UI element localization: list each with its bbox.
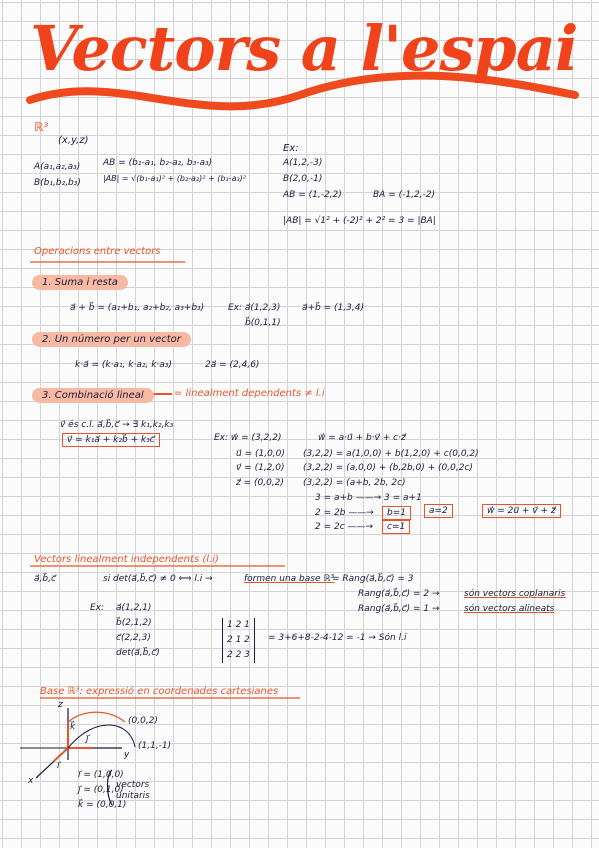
suma-example-b: b⃗(0,1,1): [245, 318, 281, 328]
vector-ab-formula: AB = (b₁-a₁, b₂-a₂, b₃-a₃): [103, 158, 213, 168]
j-vector-label: j⃗: [86, 734, 89, 744]
scalar-example: 2a⃗ = (2,4,6): [205, 360, 260, 370]
li-det-calculation: = 3+6+8-2-4-12 = -1 → Són l.i: [268, 633, 407, 643]
system-eq-2: 2 = 2b ——→: [315, 508, 374, 518]
li-matrix-row-3: 2 2 3: [227, 650, 250, 660]
li-matrix-row-2: 2 1 2: [227, 635, 250, 645]
li-example-det: det(a⃗,b⃗,c⃗): [116, 648, 160, 658]
li-matrix: [222, 618, 255, 663]
scalar-formula: k·a⃗ = (k·a₁, k·a₂, k·a₃): [75, 360, 172, 370]
cl-example-z: z⃗ = (0,0,2): [236, 478, 284, 488]
cl-example-u: u⃗ = (1,0,0): [236, 449, 285, 459]
cl-formula-box: v⃗ = k₁a⃗ + k₂b⃗ + k₃c⃗: [62, 433, 160, 447]
i-vector: [54, 748, 68, 761]
result-a: a=2: [424, 504, 453, 518]
point-label-1: (0,0,2): [128, 716, 158, 726]
li-rang1: Rang(a⃗,b⃗,c⃗) = 1 →: [358, 604, 440, 614]
point-label-2: (1,1,-1): [138, 741, 172, 751]
example-point-a: A(1,2,-3): [283, 158, 323, 168]
section-combinacio-lineal: 3. Combinació lineal: [32, 388, 154, 403]
example-vector-ab: AB = (1,-2,2): [283, 190, 342, 200]
li-example-label: Ex:: [90, 603, 105, 613]
li-condition: si det(a⃗,b⃗,c⃗) ≠ 0 ⟺ l.i →: [103, 574, 213, 584]
r3-label: ℝ³: [34, 120, 49, 134]
li-example-b: b⃗(2,1,2): [116, 618, 152, 628]
li-example-a: a⃗(1,2,1): [116, 603, 152, 613]
modulus-ab-formula: |AB| = √(b₁-a₁)² + (b₂-a₂)² + (b₃-a₃)²: [103, 174, 247, 183]
k-vector-label: k⃗: [70, 722, 76, 732]
cl-example-v: v⃗ = (1,2,0): [236, 463, 285, 473]
li-matrix-row-1: 1 2 1: [227, 620, 250, 630]
suma-example-a: Ex: a⃗(1,2,3): [228, 303, 281, 313]
cl-equation-1: (3,2,2) = a(1,0,0) + b(1,2,0) + c(0,0,2): [303, 449, 479, 459]
example-label: Ex:: [283, 143, 299, 154]
base-heading: Base ℝ³: expressió en coordenades cartesianes: [40, 686, 279, 697]
example-modulus: |AB| = √1² + (-2)² + 2² = 3 = |BA|: [283, 216, 436, 226]
result-b: b=1: [382, 506, 411, 520]
cl-equation-3: (3,2,2) = (a+b, 2b, 2c): [303, 478, 406, 488]
example-point-b: B(2,0,-1): [283, 174, 323, 184]
axis-z-label: z: [58, 700, 63, 710]
unit-j: j⃗ = (0,1,0): [78, 785, 124, 795]
section-numero-vector: 2. Un número per un vector: [32, 332, 191, 347]
system-eq-1: 3 = a+b ——→ 3 = a+1: [315, 493, 422, 503]
ops-heading: Operacions entre vectors: [34, 246, 161, 257]
suma-example-result: a⃗+b⃗ = (1,3,4): [302, 303, 364, 313]
li-coplanaris: són vectors coplanaris: [464, 589, 566, 599]
point-curve-2: [68, 725, 135, 748]
unit-i: i⃗ = (1,0,0): [78, 770, 124, 780]
li-heading: Vectors linealment independents (l.i): [34, 554, 219, 565]
suma-formula: a⃗ + b⃗ = (a₁+b₁, a₂+b₂, a₃+b₃): [70, 303, 205, 313]
li-base: formen una base ℝ³: [244, 574, 335, 584]
result-w: w⃗ = 2u⃗ + v⃗ + z⃗: [482, 504, 561, 518]
result-c: c=1: [382, 520, 410, 534]
i-vector-label: i⃗: [57, 761, 60, 771]
li-vectors: a⃗,b⃗,c⃗: [34, 574, 56, 584]
xyz-label: (x,y,z): [58, 135, 89, 146]
axis-y-label: y: [124, 750, 130, 760]
point-curve-1: [68, 712, 125, 722]
combinacio-note: = linealment dependents ≠ l.i: [174, 388, 325, 399]
example-vector-ba: BA = (-1,2,-2): [373, 190, 436, 200]
li-rang2: Rang(a⃗,b⃗,c⃗) = 2 →: [358, 589, 440, 599]
point-a: A(a₁,a₂,a₃): [34, 162, 81, 172]
cl-example-w: Ex: w⃗ = (3,2,2): [214, 433, 282, 443]
li-alineats: són vectors alineats: [464, 604, 555, 614]
unit-k: k⃗ = (0,0,1): [78, 800, 127, 810]
cl-equation-2: (3,2,2) = (a,0,0) + (b,2b,0) + (0,0,2c): [303, 463, 473, 473]
page-title: Vectors a l'espai: [30, 12, 578, 85]
axis-x-label: x: [28, 776, 34, 786]
cl-equation-0: w⃗ = a·u⃗ + b·v⃗ + c·z⃗: [318, 433, 406, 443]
section-suma-resta: 1. Suma i resta: [32, 275, 128, 290]
point-b: B(b₁,b₂,b₃): [34, 178, 81, 188]
unit-vectors-note: vectors unitaris: [116, 780, 150, 801]
cl-definition: v⃗ és c.l. a⃗,b⃗,c⃗ → ∃ k₁,k₂,k₃: [60, 420, 174, 430]
li-rang3: = Rang(a⃗,b⃗,c⃗) = 3: [332, 574, 414, 584]
system-eq-3: 2 = 2c ——→: [315, 522, 374, 532]
li-example-c: c⃗(2,2,3): [116, 633, 151, 643]
